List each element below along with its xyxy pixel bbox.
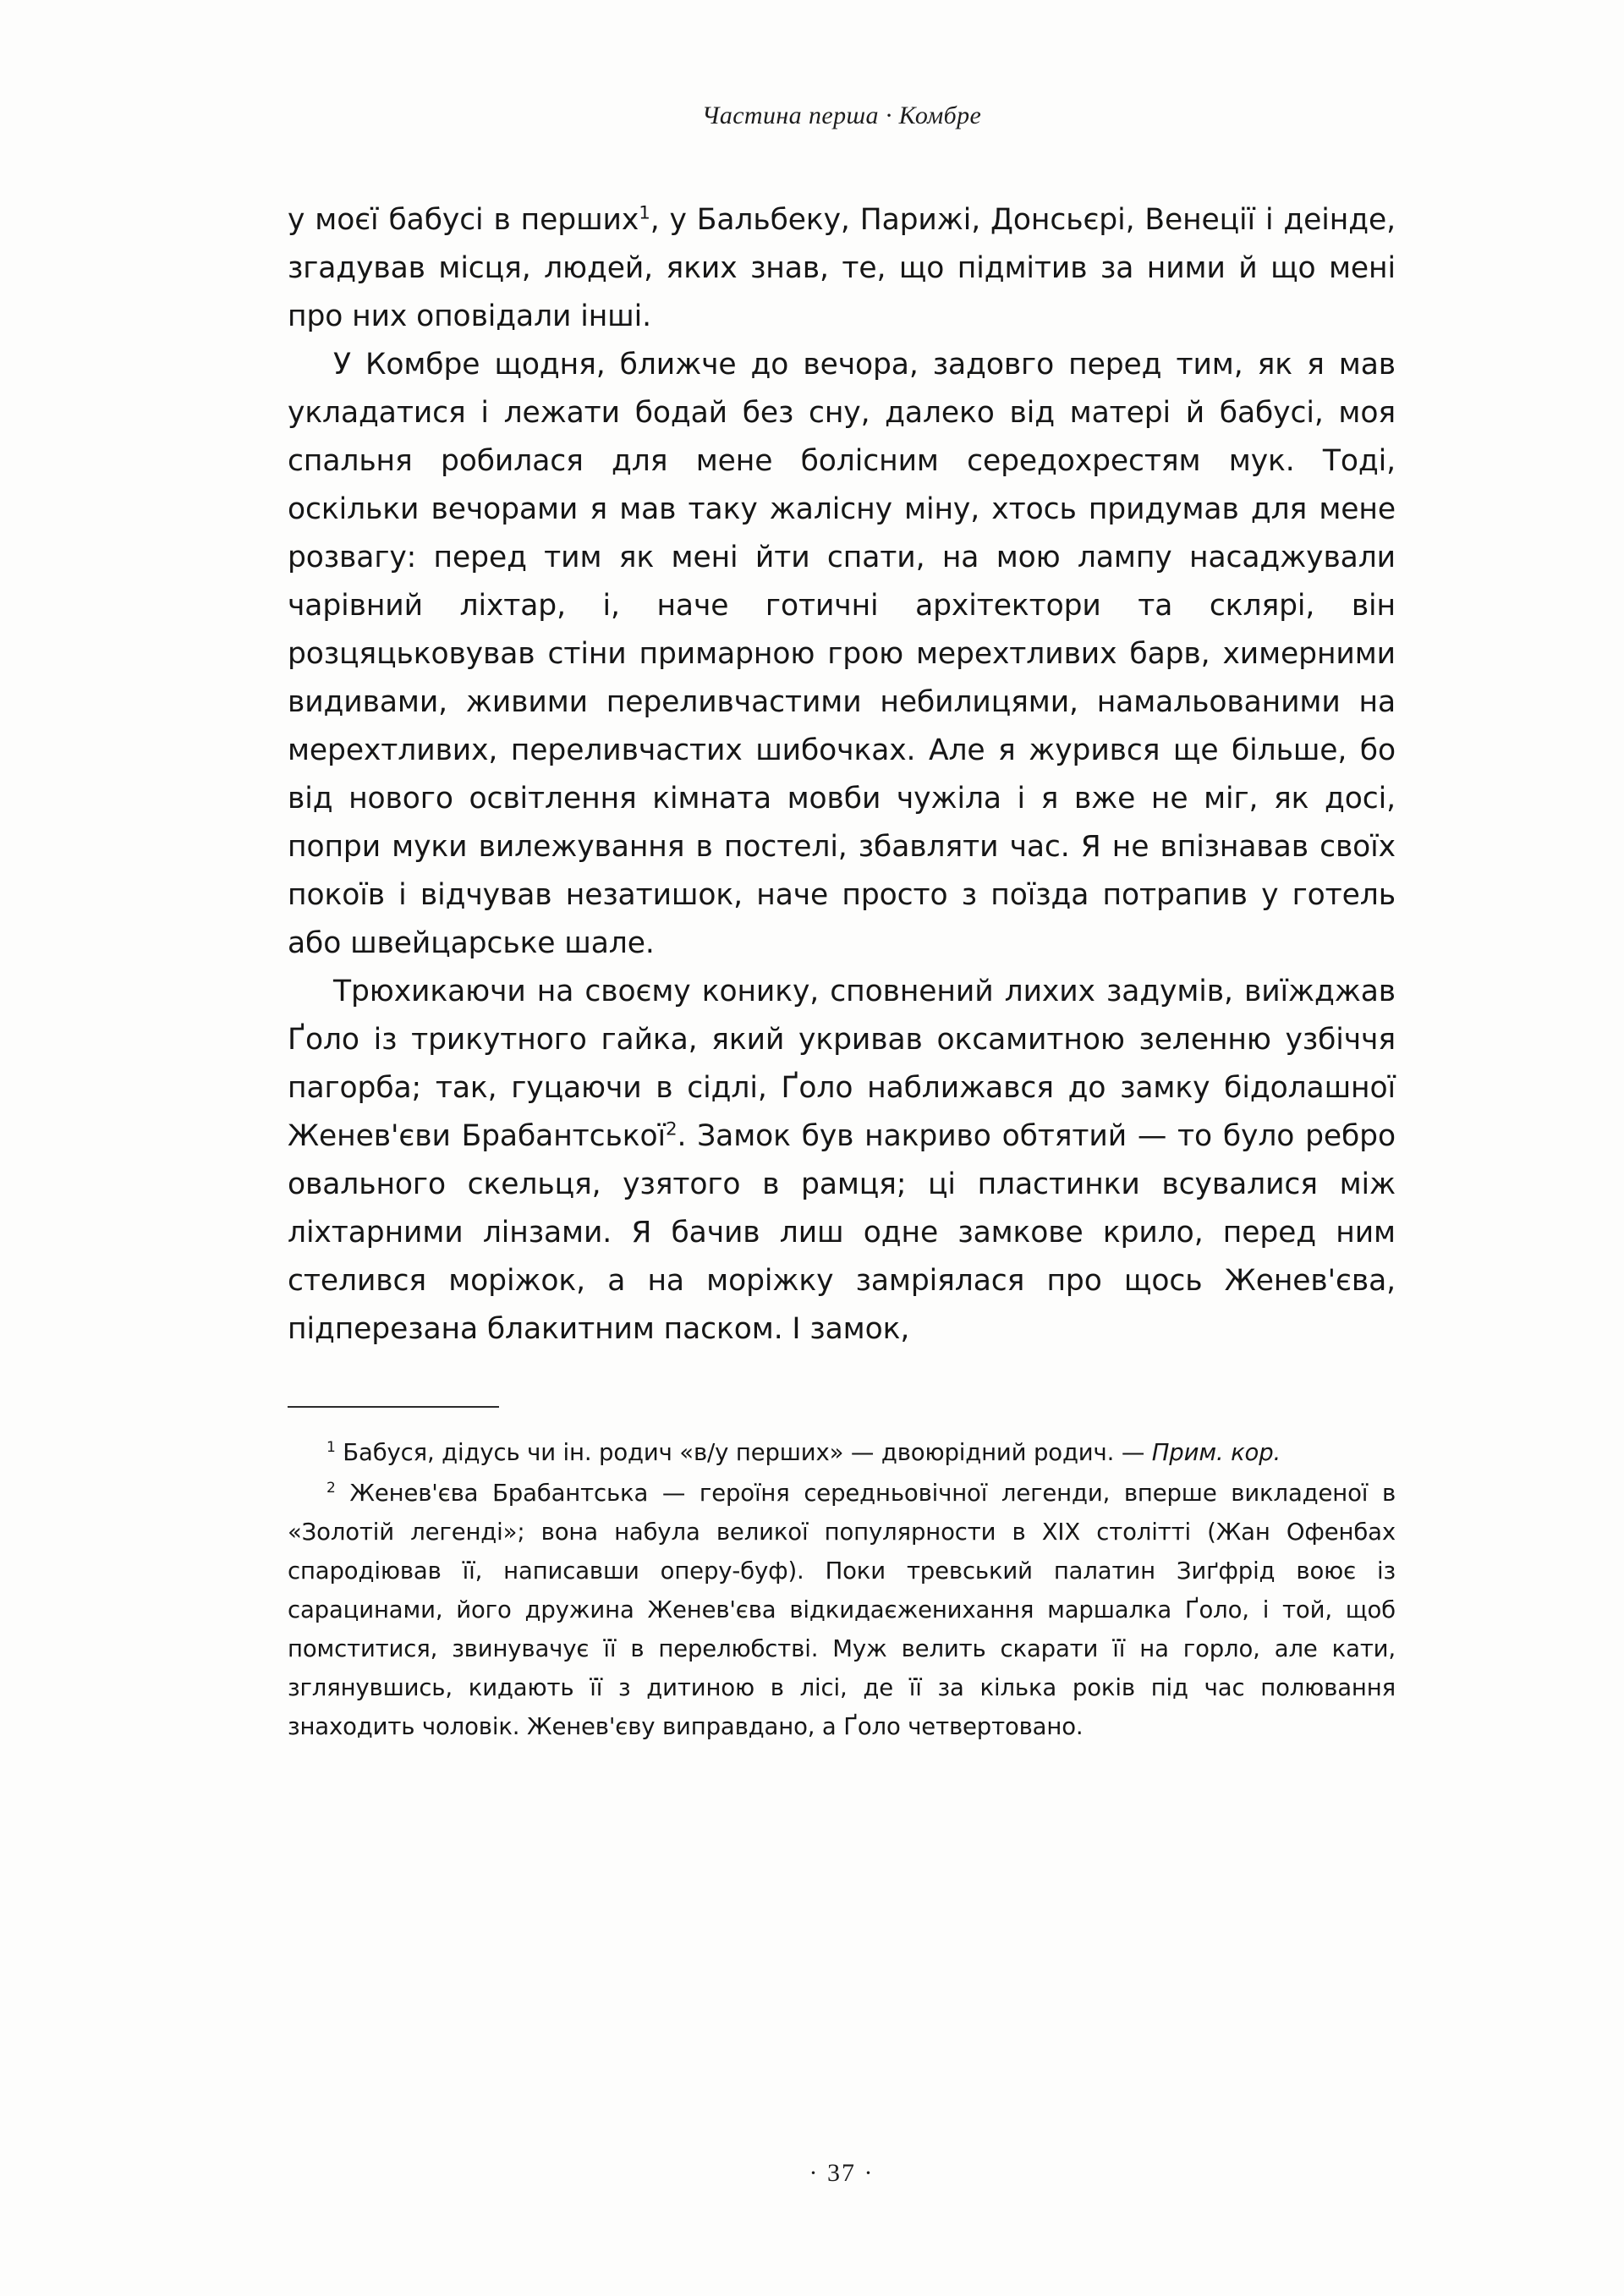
footnote-2 <box>288 1474 1396 1746</box>
footnote-1-marker: 1 <box>326 1438 336 1456</box>
footnote-2-text: Женев'єва Брабантська — героїня середньовічної легенди, вперше викладеної в «Золотій легенді»; вона набула великої популярности в XIX столітті (Жан Офенбах спародіював її, написавши оперу-буф). Поки тревський палатин Зиґфрід воює із сарацинами, його дружина Женев'єва відкидаєженихання маршалка Ґоло, і той, щоб помститися, звинувачує її в перелюбстві. Муж велить скарати її на горло, але кати, зглянувшись, кидають її з дитиною в лісі, де її за кілька років під час полювання знаходить чоловік. Женев'єву виправдано, а Ґоло четвертовано. <box>288 1480 1396 1740</box>
footnotes-block <box>288 1433 1396 1746</box>
paragraph-3-before-note: Трюхикаючи на своєму конику, сповнений лихих задумів, виїжджав Ґоло із трикутного гайка, який укривав оксамитною зеленню узбіччя пагорба; так, гуцаючи в сідлі, Ґоло наближався до замку бідолашної Женев'єви Брабантської <box>288 975 1396 1153</box>
footnote-1-text: Бабуся, дідусь чи ін. родич «в/у перших» — двоюрідний родич. — <box>343 1439 1152 1466</box>
body-text <box>288 196 1396 1354</box>
paragraph-1 <box>288 196 1396 341</box>
footnote-2-marker: 2 <box>326 1479 336 1497</box>
paragraph-3 <box>288 968 1396 1354</box>
page-number: · 37 · <box>809 2159 875 2187</box>
page-content <box>288 0 1396 2296</box>
paragraph-2: У Комбре щодня, ближче до вечора, задовго перед тим, як я мав укладатися і лежати бодай без сну, далеко від матері й бабусі, моя спальня робилася для мене болісним середохрестям мук. Тоді, оскільки вечорами я мав таку жалісну міну, хтось придумав для мене розвагу: перед тим як мені йти спати, на мою лампу насаджували чарівний ліхтар, і, наче готичні архітектори та склярі, він розцяцьковував стіни примарною грою мерехтливих барв, химерними видивами, живими переливчастими небилицями, намальованими на мерехтливих, переливчастих шибочках. Але я журився ще більше, бо від нового освітлення кімната мовби чужіла і я вже не міг, як досі, попри муки вилежування в постелі, збавляти час. Я не впізнавав своїх покоїв і відчував незатишок, наче просто з поїзда потрапив у готель або швейцарське шале. <box>288 348 1396 960</box>
paragraph-3-after-note: . Замок був накриво обтятий — то було ребро овального скельця, узятого в рамця; ці пластинки всувалися між ліхтарними лінзами. Я бачив лиш одне замкове крило, перед ним стелився моріжок, а на моріжку замріялася про щось Женев'єва, підперезана блакитним паском. І замок, <box>288 1119 1396 1346</box>
footnote-1 <box>288 1433 1396 1472</box>
footnote-1-source: Прим. кор. <box>1151 1439 1281 1466</box>
paragraph-1-after-note: , у Бальбеку, Парижі, Донсьєрі, Венеції і деінде, згадував місця, людей, яких знав, те, що підмітив за ними й що мені про них оповідали інші. <box>288 203 1396 333</box>
running-head: Частина перша · Комбре <box>701 102 982 129</box>
footnote-marker-2[interactable]: 2 <box>665 1118 678 1140</box>
footnote-marker-1[interactable]: 1 <box>639 202 650 224</box>
paragraph-1-before-note: у моєї бабусі в перших <box>288 203 639 237</box>
footnote-divider <box>288 1406 499 1408</box>
